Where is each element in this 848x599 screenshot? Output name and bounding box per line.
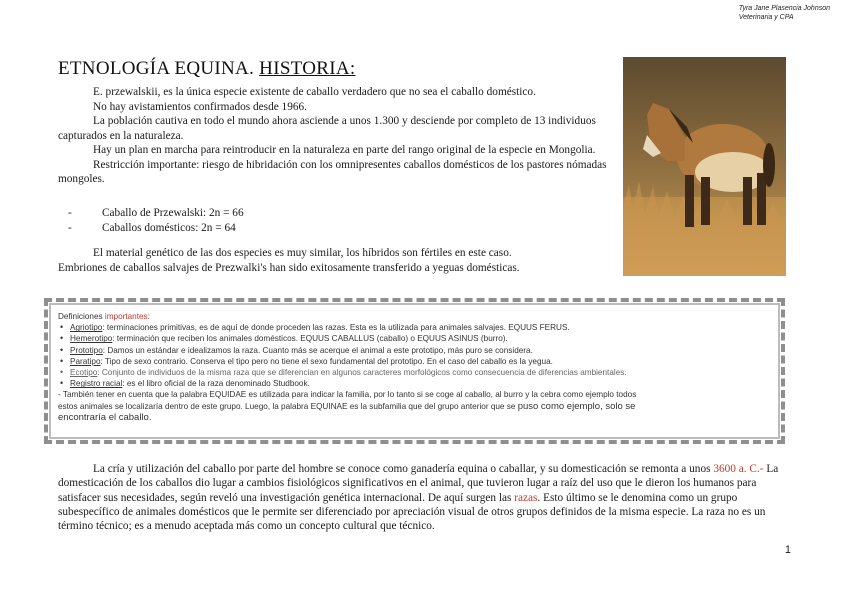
page-title bbox=[58, 58, 355, 80]
intro-line: No hay avistamientos confirmados desde 1966. bbox=[93, 100, 307, 113]
przewalski-horse-photo bbox=[623, 57, 786, 276]
author-role: Veterinaria y CPA bbox=[738, 14, 794, 21]
definition-text: : terminaciones primitivas, es de aquí de donde proceden las razas. Esta es la utilizada para animales salvajes. EQUUS FERUS. bbox=[102, 323, 570, 333]
definition-text: : Damos un estándar e idealizamos la raza. Cuanto más se acerque el animal a este prototipo, más puro se considera. bbox=[102, 345, 533, 355]
list-item bbox=[58, 356, 771, 367]
intro-line: E. przewalskii, es la única especie existente de caballo verdadero que no sea el caballo doméstico. bbox=[93, 86, 536, 98]
definitions-note bbox=[58, 389, 771, 423]
chromosome-list bbox=[68, 206, 244, 235]
title-history: HISTORIA: bbox=[259, 58, 356, 79]
dash-marker: - bbox=[68, 207, 72, 219]
definitions-heading-text: Definiciones bbox=[58, 312, 105, 321]
title-main: ETNOLOGÍA EQUINA. bbox=[58, 58, 260, 79]
note-line-text: estos animales se localizaría dentro de este grupo. Luego, la palabra EQUINAE es la subfamilia que del grupo anterior que se bbox=[58, 401, 518, 411]
definition-term: Registro racial bbox=[70, 379, 123, 389]
genetics-line: Embriones de caballos salvajes de Prezwalki's han sido exitosamente transferido a yeguas domésticas. bbox=[58, 261, 520, 274]
note-line: encontraría el caballo. bbox=[58, 411, 152, 423]
definition-term: Paratipo bbox=[70, 356, 101, 366]
note-line: - También tener en cuenta que la palabra EQUIDAE es utilizada para indicar la familia, por lo tanto si se coge al caballo, al burro y la cebra como ejemplo todos bbox=[58, 390, 637, 400]
list-item bbox=[58, 378, 771, 389]
history-text-a: La cría y utilización del caballo por parte del hombre se conoce como ganadería equina o caballar, y su domesticación se remonta a unos bbox=[93, 463, 711, 475]
genetics-paragraph bbox=[58, 246, 618, 275]
history-text-c: . Esto último se le denomina como un grupo subespecífico de animales domésticos que le permite ser diferenciado por apreciación visual de otros grupos definidos de la misma especie. La raza no es un término técnico; es a menudo aceptada más como un concepto cultural que técnico. bbox=[58, 491, 766, 533]
definition-text: : Conjunto de individuos de la misma raza que se diferencian en algunos caracteres morfológicos como consecuencia de diferencias ambientales. bbox=[97, 368, 627, 378]
history-paragraph bbox=[58, 462, 795, 533]
list-item-text: Caballos domésticos: 2n = 64 bbox=[102, 221, 236, 234]
author-name: Tyra Jane Plasencia Johnson bbox=[738, 5, 830, 12]
list-item bbox=[58, 345, 771, 356]
list-item bbox=[58, 367, 771, 378]
genetics-line: El material genético de las dos especies es muy similar, los híbridos son fértiles en este caso. bbox=[93, 247, 512, 259]
definitions-heading-highlight: importantes bbox=[104, 312, 148, 321]
list-item bbox=[68, 206, 244, 221]
definitions-box bbox=[44, 298, 785, 444]
list-item-text: Caballo de Przewalski: 2n = 66 bbox=[102, 207, 244, 219]
note-line-text-large: puso como ejemplo, solo se bbox=[517, 400, 636, 412]
intro-paragraph bbox=[58, 85, 613, 187]
list-item bbox=[68, 221, 244, 236]
definition-term: Prototipo bbox=[70, 345, 103, 355]
author-header bbox=[739, 4, 830, 22]
definition-text: : terminación que reciben los animales domésticos. EQUUS CABALLUS (caballo) o EQUUS ASINUS (burro). bbox=[112, 334, 508, 344]
history-text-b: La domesticación de los caballos dio lugar a cambios fisiológicos significativos en el animal, que tuvieron lugar a raíz del uso que le dieron los humanos para satisfacer sus necesidades, según reveló una investigación genética internacional. De aquí surgen las bbox=[58, 463, 779, 504]
definitions-list bbox=[58, 322, 771, 389]
history-date-highlight: 3600 a. C.- bbox=[713, 463, 764, 475]
note-line bbox=[58, 401, 771, 412]
intro-line: Restricción importante: riesgo de hibridación con los omnipresentes caballos domésticos de los pastores nómadas mongoles. bbox=[58, 158, 607, 185]
intro-line: Hay un plan en marcha para reintroducir en la naturaleza en parte del rango original de la especie en Mongolia. bbox=[93, 144, 596, 156]
list-item bbox=[58, 322, 771, 333]
dash-marker: - bbox=[68, 221, 72, 234]
history-razas-highlight: razas bbox=[514, 491, 538, 504]
definitions-heading-colon: : bbox=[147, 312, 150, 321]
definition-text: : es el libro oficial de la raza denominado Studbook. bbox=[122, 379, 310, 389]
history-text bbox=[58, 462, 795, 533]
definitions-heading bbox=[58, 311, 771, 322]
definition-text: : Tipo de sexo contrario. Conserva el tipo pero no tiene el sexo fundamental del prototipo. En el caso del caballo es la yegua. bbox=[100, 356, 553, 366]
definition-term: Hemerotipo bbox=[70, 334, 113, 344]
intro-line: La población cautiva en todo el mundo ahora asciende a unos 1.300 y desciende por completo de 13 individuos capturados en la naturaleza. bbox=[58, 115, 596, 142]
definition-term: Agriotipo bbox=[70, 323, 103, 333]
page-number: 1 bbox=[784, 544, 791, 556]
list-item bbox=[58, 333, 771, 344]
definition-term: Ecotipo bbox=[70, 368, 98, 378]
